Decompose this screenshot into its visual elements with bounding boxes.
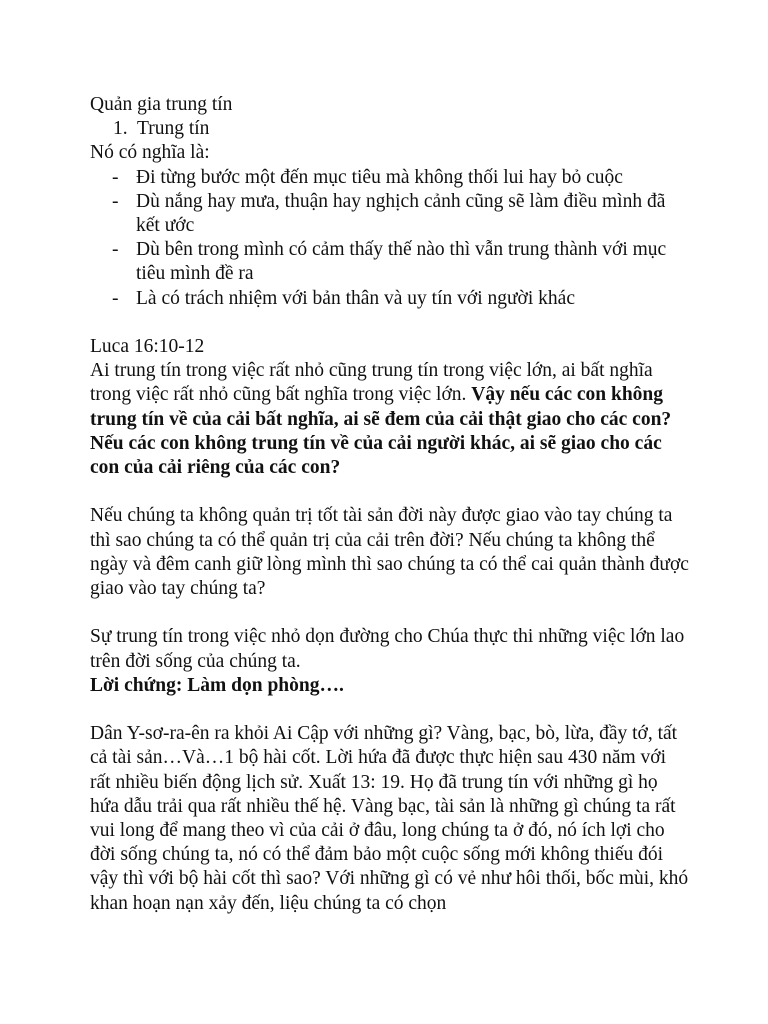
verse-reference: Luca 16:10-12 xyxy=(90,336,205,358)
dash-marker: - xyxy=(112,239,119,261)
list-item xyxy=(90,166,690,190)
verse-normal-text: Ai trung tín trong việc rất nhỏ cũng trung tín trong việc lớn, ai bất nghĩa trong việc rất nhỏ cũng bất nghĩa trong việc lớn. xyxy=(90,360,653,406)
list-item-text: Dù bên trong mình có cảm thấy thế nào thì vẫn trung thành với mục tiêu mình đề ra xyxy=(136,239,667,285)
testimony-heading xyxy=(90,674,690,698)
blank-line xyxy=(90,698,690,722)
list-item-text: Là có trách nhiệm với bản thân và uy tín với người khác xyxy=(136,287,575,309)
intro-text: Nó có nghĩa là: xyxy=(90,142,210,164)
dash-marker: - xyxy=(112,166,119,188)
blank-line xyxy=(90,311,690,335)
verse-paragraph xyxy=(90,359,690,480)
list-item xyxy=(90,238,690,286)
document-title: Quản gia trung tín xyxy=(90,94,233,115)
testimony-heading-text: Lời chứng: Làm dọn phòng…. xyxy=(90,674,344,696)
list-item xyxy=(90,190,690,238)
paragraph-israel: Dân Y-sơ-ra-ên ra khỏi Ai Cập với những gì? Vàng, bạc, bò, lừa, đầy tớ, tất cả tài sản…Và…1 bộ hài cốt. Lời hứa đã được thực hiện sau 430 năm với rất nhiều biến động lịch sử. Xuất 13: 19. Họ đã trung tín với những gì họ hứa dẫu trải qua rất nhiều thế hệ. Vàng bạc, tài sản là những gì chúng ta rất vui long để mang theo vì của cải ở đâu, long chúng ta ở đó, nó ích lợi cho đời sống chúng ta, nó có thể đảm bảo một cuộc sống mới không thiếu đói vậy thì với bộ hài cốt thì sao? Với những gì có vẻ như hôi thối, bốc mùi, khó khan hoạn nạn xảy đến, liệu chúng ta có chọn xyxy=(90,723,689,914)
numbered-item xyxy=(90,117,690,141)
dash-list xyxy=(90,166,690,311)
blank-line xyxy=(90,480,690,504)
numbered-marker: 1. xyxy=(113,118,128,140)
paragraph-faithfulness: Sự trung tín trong việc nhỏ dọn đường cho Chúa thực thi những việc lớn lao trên đời sống của chúng ta. xyxy=(90,626,685,672)
numbered-text: Trung tín xyxy=(137,118,210,140)
list-item xyxy=(90,287,690,311)
list-item-text: Dù nắng hay mưa, thuận hay nghịch cảnh cũng sẽ làm điều mình đã kết ước xyxy=(136,190,666,237)
blank-line xyxy=(90,601,690,625)
dash-marker: - xyxy=(112,190,119,212)
dash-marker: - xyxy=(112,287,119,309)
document-body xyxy=(90,93,690,916)
verse-bold-text: Vậy nếu các con không trung tín về của cải bất nghĩa, ai sẽ đem của cải thật giao cho các con? Nếu các con không trung tín về của cải người khác, ai sẽ giao cho các con của cải riêng của các con? xyxy=(90,384,672,479)
list-item-text: Đi từng bước một đến mục tiêu mà không thối lui hay bỏ cuộc xyxy=(136,166,623,188)
paragraph-stewardship: Nếu chúng ta không quản trị tốt tài sản đời này được giao vào tay chúng ta thì sao chúng ta có thể quản trị của cải trên đời? Nếu chúng ta không thể ngày và đêm canh giữ lòng mình thì sao chúng ta có thể cai quản thành được giao vào tay chúng ta? xyxy=(90,505,689,600)
